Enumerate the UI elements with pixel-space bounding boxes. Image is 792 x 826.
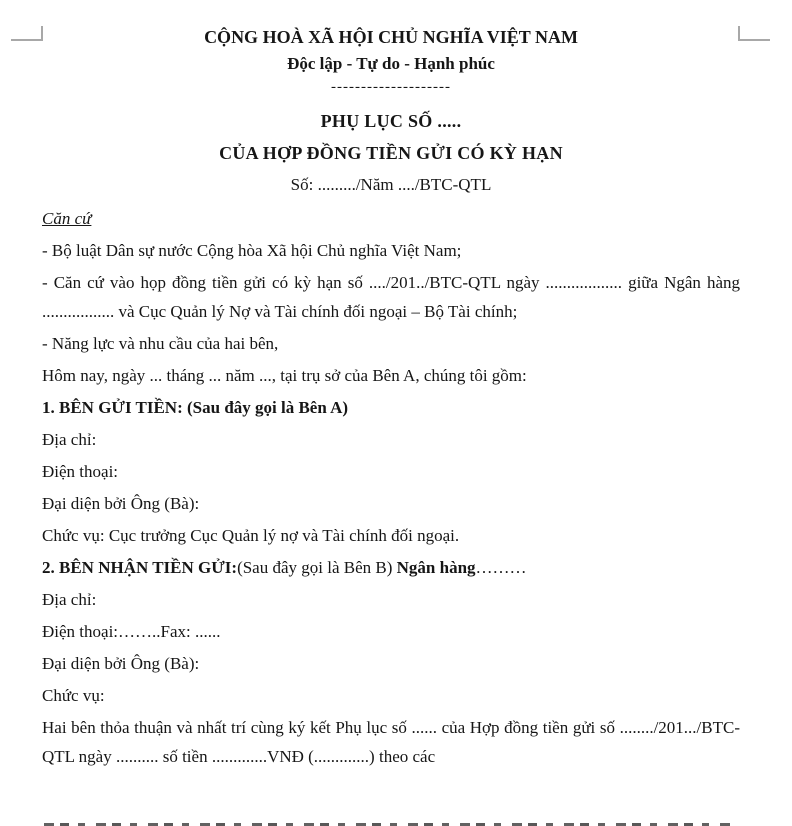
convening-line: Hôm nay, ngày ... tháng ... năm ..., tại trụ sở của Bên A, chúng tôi gồm:: [42, 366, 527, 385]
party-a-phone-label: Điện thoại:: [42, 462, 119, 481]
party-b-heading-dots: ………: [475, 558, 527, 577]
appendix-title: PHỤ LỤC SỐ .....: [320, 111, 462, 131]
basis-item-civil-code: - Bộ luật Dân sự nước Cộng hòa Xã hội Chủ nghĩa Việt Nam;: [42, 241, 462, 260]
party-b-heading-normal: (Sau đây gọi là Bên B): [237, 558, 397, 577]
party-b-heading-bank: Ngân hàng: [396, 558, 476, 577]
basis-item-capacity: - Năng lực và nhu cầu của hai bên,: [42, 334, 279, 353]
appendix-subtitle: CỦA HỢP ĐỒNG TIỀN GỬI CÓ KỲ HẠN: [219, 143, 563, 163]
party-a-title-line: Chức vụ: Cục trưởng Cục Quản lý nợ và Tài chính đối ngoại.: [42, 526, 460, 545]
party-b-heading: [42, 553, 740, 582]
party-b-representative-label: Đại diện bởi Ông (Bà):: [42, 654, 200, 673]
agreement-paragraph: Hai bên thỏa thuận và nhất trí cùng ký kết Phụ lục số ...... của Hợp đồng tiền gửi số ......../201.../BTC-QTL ngày .......... số tiền .............VNĐ (.............) theo các: [42, 718, 740, 766]
party-b-title-label: Chức vụ:: [42, 686, 105, 705]
party-a-address-label: Địa chỉ:: [42, 430, 97, 449]
document-number-line: Số: ........./Năm ..../BTC-QTL: [290, 175, 492, 194]
national-title: CỘNG HOÀ XÃ HỘI CHỦ NGHĨA VIỆT NAM: [204, 27, 578, 47]
header-divider-dashes: --------------------: [331, 79, 451, 95]
document-screenshot: [0, 26, 792, 826]
page-content: [0, 26, 792, 771]
basis-item-deposit-contract: - Căn cứ vào họp đồng tiền gửi có kỳ hạn số ..../201../BTC-QTL ngày .................. giữa Ngân hàng ................. và Cục Quản lý Nợ và Tài chính đối ngoại – Bộ Tài chính;: [42, 273, 740, 321]
party-a-heading: 1. BÊN GỬI TIỀN: (Sau đây gọi là Bên A): [42, 398, 349, 417]
party-b-address-label: Địa chỉ:: [42, 590, 97, 609]
text-boundary-mark-top-left: [11, 26, 43, 41]
party-a-representative-label: Đại diện bởi Ông (Bà):: [42, 494, 200, 513]
national-motto: Độc lập - Tự do - Hạnh phúc: [287, 54, 495, 73]
party-b-heading-bold: 2. BÊN NHẬN TIỀN GỬI:: [42, 558, 238, 577]
basis-label: Căn cứ: [42, 209, 92, 228]
party-b-phone-fax-line: Điện thoại:……..Fax: ......: [42, 622, 221, 641]
text-boundary-mark-top-right: [738, 26, 770, 41]
document-page: [0, 26, 792, 826]
